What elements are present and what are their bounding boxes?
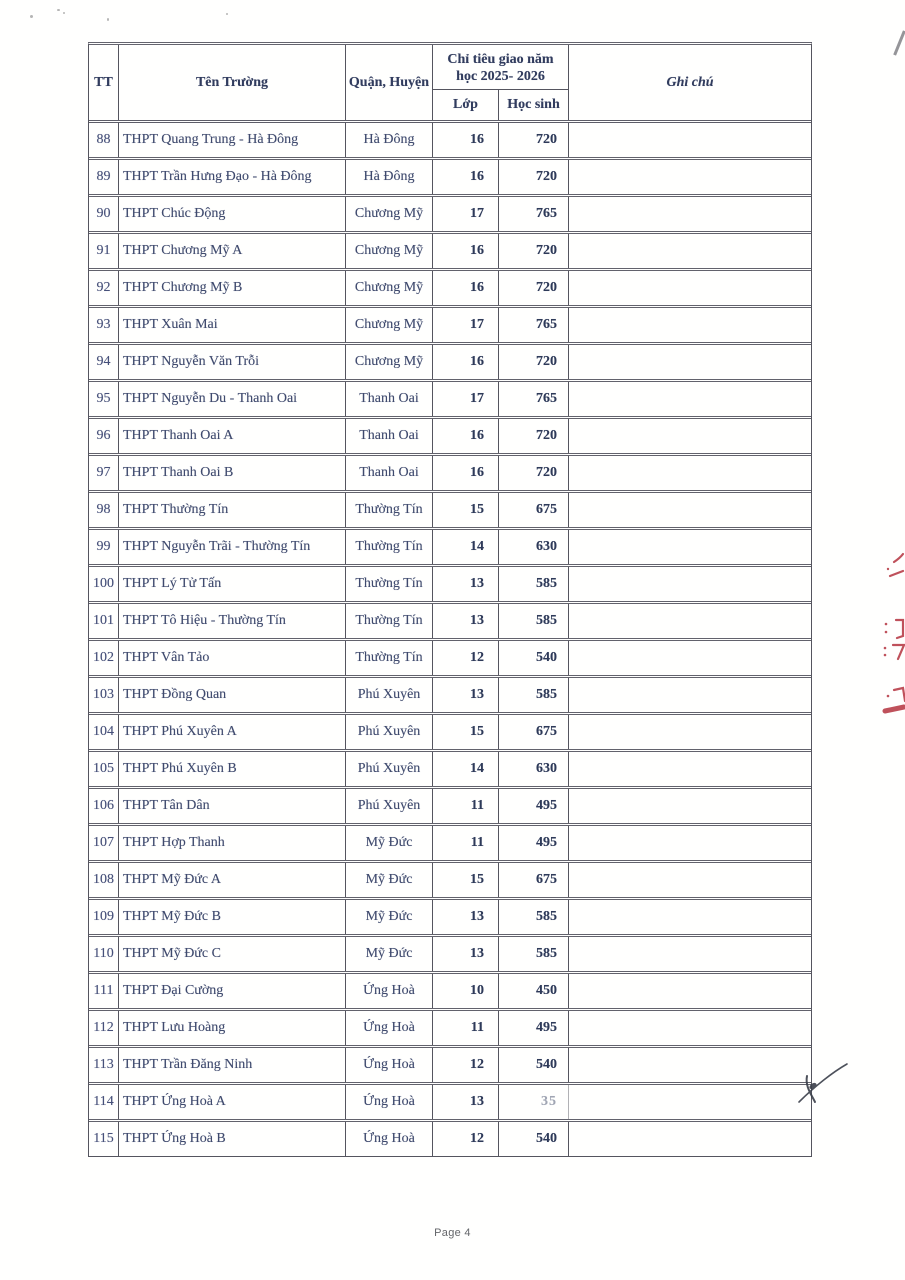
row-district: Chương Mỹ: [346, 197, 433, 231]
row-students: 675: [499, 493, 569, 527]
table-row: [89, 863, 811, 900]
row-district: Mỹ Đức: [346, 937, 433, 971]
row-students: 495: [499, 1011, 569, 1045]
row-district: Phú Xuyên: [346, 678, 433, 712]
table-row: [89, 1048, 811, 1085]
row-notes: [569, 1085, 811, 1119]
row-notes: [569, 826, 811, 860]
row-district: Phú Xuyên: [346, 715, 433, 749]
table-row: [89, 604, 811, 641]
row-classes: 11: [433, 1011, 499, 1045]
row-district: Ứng Hoà: [346, 1048, 433, 1082]
row-classes: 16: [433, 234, 499, 268]
row-tt: 110: [89, 937, 119, 971]
row-notes: [569, 974, 811, 1008]
row-notes: [569, 271, 811, 305]
row-students: 450: [499, 974, 569, 1008]
row-students: 675: [499, 863, 569, 897]
row-school-name: THPT Trần Đăng Ninh: [119, 1048, 346, 1082]
row-school-name: THPT Thanh Oai A: [119, 419, 346, 453]
row-classes: 12: [433, 1122, 499, 1156]
row-students: 720: [499, 456, 569, 490]
row-students: 540: [499, 1048, 569, 1082]
row-tt: 91: [89, 234, 119, 268]
row-notes: [569, 678, 811, 712]
row-notes: [569, 419, 811, 453]
row-tt: 112: [89, 1011, 119, 1045]
row-school-name: THPT Xuân Mai: [119, 308, 346, 342]
row-notes: [569, 789, 811, 823]
row-school-name: THPT Chương Mỹ B: [119, 271, 346, 305]
row-district: Ứng Hoà: [346, 1085, 433, 1119]
row-district: Hà Đông: [346, 160, 433, 194]
header-district: Quận, Huyện: [346, 45, 433, 120]
row-school-name: THPT Thường Tín: [119, 493, 346, 527]
row-students: 720: [499, 160, 569, 194]
header-tt: TT: [89, 45, 119, 120]
row-school-name: THPT Nguyễn Trãi - Thường Tín: [119, 530, 346, 564]
row-students: 720: [499, 345, 569, 379]
table-row: [89, 345, 811, 382]
row-tt: 88: [89, 123, 119, 157]
row-school-name: THPT Nguyễn Du - Thanh Oai: [119, 382, 346, 416]
table-row: [89, 271, 811, 308]
table-row: [89, 1122, 811, 1156]
row-notes: [569, 937, 811, 971]
row-classes: 13: [433, 604, 499, 638]
row-school-name: THPT Lưu Hoàng: [119, 1011, 346, 1045]
header-quota-group: Chỉ tiêu giao năm học 2025- 2026: [433, 45, 569, 90]
row-notes: [569, 900, 811, 934]
row-classes: 16: [433, 271, 499, 305]
row-school-name: THPT Đại Cường: [119, 974, 346, 1008]
row-notes: [569, 123, 811, 157]
row-district: Thường Tín: [346, 641, 433, 675]
row-notes: [569, 641, 811, 675]
row-tt: 94: [89, 345, 119, 379]
row-school-name: THPT Ứng Hoà B: [119, 1122, 346, 1156]
row-tt: 109: [89, 900, 119, 934]
header-notes: Ghi chú: [666, 74, 714, 90]
row-school-name: THPT Phú Xuyên A: [119, 715, 346, 749]
row-students: 495: [499, 826, 569, 860]
row-classes: 17: [433, 382, 499, 416]
row-classes: 15: [433, 715, 499, 749]
table-row: [89, 789, 811, 826]
row-tt: 105: [89, 752, 119, 786]
row-students: 585: [499, 604, 569, 638]
row-notes: [569, 345, 811, 379]
table-row: [89, 493, 811, 530]
row-classes: 16: [433, 456, 499, 490]
row-district: Ứng Hoà: [346, 1011, 433, 1045]
row-classes: 13: [433, 567, 499, 601]
speck: [226, 13, 228, 15]
row-tt: 92: [89, 271, 119, 305]
row-notes: [569, 493, 811, 527]
row-district: Ứng Hoà: [346, 974, 433, 1008]
row-school-name: THPT Tô Hiệu - Thường Tín: [119, 604, 346, 638]
row-notes: [569, 530, 811, 564]
row-tt: 114: [89, 1085, 119, 1119]
row-district: Thanh Oai: [346, 419, 433, 453]
row-classes: 12: [433, 641, 499, 675]
row-notes: [569, 567, 811, 601]
row-students: 720: [499, 123, 569, 157]
table-row: [89, 826, 811, 863]
row-tt: 111: [89, 974, 119, 1008]
row-tt: 103: [89, 678, 119, 712]
row-school-name: THPT Đồng Quan: [119, 678, 346, 712]
row-school-name: THPT Phú Xuyên B: [119, 752, 346, 786]
row-students: 540: [499, 1122, 569, 1156]
row-tt: 102: [89, 641, 119, 675]
page-number: Page 4: [434, 1227, 471, 1239]
row-notes: [569, 1011, 811, 1045]
row-district: Thanh Oai: [346, 382, 433, 416]
row-school-name: THPT Hợp Thanh: [119, 826, 346, 860]
row-tt: 99: [89, 530, 119, 564]
row-students: 630: [499, 752, 569, 786]
row-school-name: THPT Lý Tử Tấn: [119, 567, 346, 601]
row-district: Thường Tín: [346, 604, 433, 638]
row-notes: [569, 160, 811, 194]
row-notes: [569, 604, 811, 638]
row-notes: [569, 234, 811, 268]
row-classes: 17: [433, 197, 499, 231]
row-district: Thường Tín: [346, 567, 433, 601]
table-row: [89, 974, 811, 1011]
row-notes: [569, 1048, 811, 1082]
row-tt: 90: [89, 197, 119, 231]
row-tt: 106: [89, 789, 119, 823]
row-district: Thanh Oai: [346, 456, 433, 490]
pen-stroke-mark: [783, 1056, 855, 1114]
row-tt: 108: [89, 863, 119, 897]
table-row: [89, 1085, 811, 1122]
table-row: [89, 567, 811, 604]
row-district: Chương Mỹ: [346, 308, 433, 342]
table-row: [89, 641, 811, 678]
table-row: [89, 197, 811, 234]
row-school-name: THPT Chúc Động: [119, 197, 346, 231]
row-district: Mỹ Đức: [346, 900, 433, 934]
row-tt: 93: [89, 308, 119, 342]
row-classes: 16: [433, 160, 499, 194]
quota-table: [88, 42, 812, 1157]
table-row: [89, 382, 811, 419]
row-district: Phú Xuyên: [346, 752, 433, 786]
row-classes: 13: [433, 1085, 499, 1119]
row-students: 585: [499, 900, 569, 934]
row-students: 765: [499, 197, 569, 231]
row-notes: [569, 863, 811, 897]
row-notes: [569, 715, 811, 749]
row-district: Thường Tín: [346, 530, 433, 564]
row-school-name: THPT Thanh Oai B: [119, 456, 346, 490]
table-row: [89, 419, 811, 456]
table-body: [89, 123, 811, 1156]
row-classes: 13: [433, 678, 499, 712]
row-district: Mỹ Đức: [346, 863, 433, 897]
row-notes: [569, 308, 811, 342]
row-classes: 12: [433, 1048, 499, 1082]
table-row: [89, 752, 811, 789]
row-tt: 101: [89, 604, 119, 638]
row-district: Thường Tín: [346, 493, 433, 527]
row-students: 495: [499, 789, 569, 823]
table-row: [89, 160, 811, 197]
row-students: 765: [499, 382, 569, 416]
row-notes: [569, 456, 811, 490]
row-students: 720: [499, 271, 569, 305]
row-students: 765: [499, 308, 569, 342]
scan-edge-mark: [893, 30, 905, 55]
row-district: Hà Đông: [346, 123, 433, 157]
row-classes: 16: [433, 123, 499, 157]
row-school-name: THPT Mỹ Đức C: [119, 937, 346, 971]
row-tt: 104: [89, 715, 119, 749]
speck: [107, 18, 109, 21]
row-tt: 100: [89, 567, 119, 601]
row-school-name: THPT Ứng Hoà A: [119, 1085, 346, 1119]
row-students: 675: [499, 715, 569, 749]
row-tt: 96: [89, 419, 119, 453]
row-students: 720: [499, 234, 569, 268]
row-tt: 115: [89, 1122, 119, 1156]
row-classes: 15: [433, 863, 499, 897]
row-school-name: THPT Nguyễn Văn Trỗi: [119, 345, 346, 379]
row-tt: 107: [89, 826, 119, 860]
row-students: 585: [499, 567, 569, 601]
row-classes: 14: [433, 530, 499, 564]
row-students: 585: [499, 937, 569, 971]
table-row: [89, 1011, 811, 1048]
row-students: 585: [499, 678, 569, 712]
row-district: Chương Mỹ: [346, 234, 433, 268]
row-tt: 89: [89, 160, 119, 194]
red-margin-marks: [858, 548, 905, 728]
table-row: [89, 234, 811, 271]
row-school-name: THPT Mỹ Đức A: [119, 863, 346, 897]
row-school-name: THPT Trần Hưng Đạo - Hà Đông: [119, 160, 346, 194]
row-notes: [569, 197, 811, 231]
row-district: Chương Mỹ: [346, 345, 433, 379]
table-row: [89, 678, 811, 715]
row-students: 720: [499, 419, 569, 453]
row-district: Mỹ Đức: [346, 826, 433, 860]
row-tt: 97: [89, 456, 119, 490]
row-classes: 16: [433, 345, 499, 379]
row-district: Chương Mỹ: [346, 271, 433, 305]
row-tt: 98: [89, 493, 119, 527]
table-row: [89, 456, 811, 493]
row-notes: [569, 752, 811, 786]
speck: [57, 9, 60, 11]
table-row: [89, 937, 811, 974]
row-school-name: THPT Tân Dân: [119, 789, 346, 823]
row-notes: [569, 1122, 811, 1156]
header-students: Học sinh: [499, 90, 569, 120]
table-row: [89, 715, 811, 752]
row-school-name: THPT Quang Trung - Hà Đông: [119, 123, 346, 157]
row-district: Ứng Hoà: [346, 1122, 433, 1156]
row-notes: [569, 382, 811, 416]
row-students: 35: [499, 1085, 569, 1119]
row-school-name: THPT Mỹ Đức B: [119, 900, 346, 934]
row-classes: 13: [433, 900, 499, 934]
table-header: [89, 45, 811, 123]
table-row: [89, 900, 811, 937]
row-classes: 15: [433, 493, 499, 527]
row-classes: 14: [433, 752, 499, 786]
speck: [63, 12, 65, 14]
row-students: 630: [499, 530, 569, 564]
row-classes: 11: [433, 789, 499, 823]
row-classes: 11: [433, 826, 499, 860]
header-school-name: Tên Trường: [119, 45, 346, 120]
row-classes: 10: [433, 974, 499, 1008]
row-classes: 13: [433, 937, 499, 971]
row-school-name: THPT Chương Mỹ A: [119, 234, 346, 268]
row-classes: 17: [433, 308, 499, 342]
row-classes: 16: [433, 419, 499, 453]
header-classes: Lớp: [433, 90, 499, 120]
table-row: [89, 123, 811, 160]
row-tt: 113: [89, 1048, 119, 1082]
row-school-name: THPT Vân Tảo: [119, 641, 346, 675]
row-students: 540: [499, 641, 569, 675]
speck: [30, 15, 33, 18]
row-district: Phú Xuyên: [346, 789, 433, 823]
table-row: [89, 530, 811, 567]
row-tt: 95: [89, 382, 119, 416]
table-row: [89, 308, 811, 345]
